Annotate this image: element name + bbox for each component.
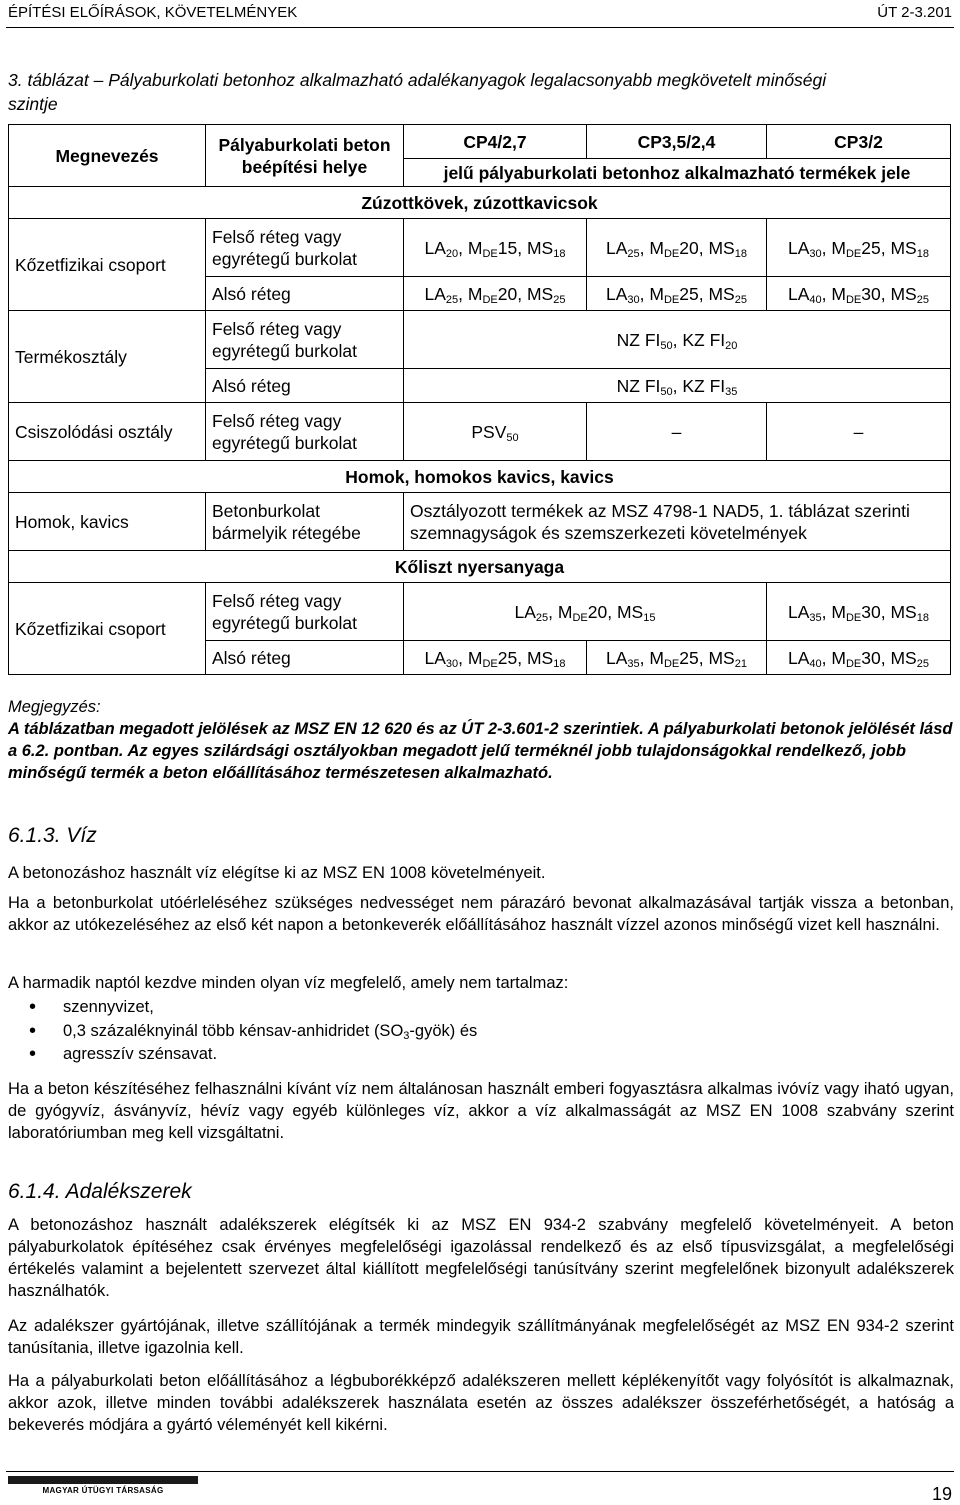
rock2-low-cp4: $LA_{30}$, $M_{DE}25$, $MS_{18}$ — [404, 641, 587, 675]
product-top-value: NZ $FI_{50}$, KZ $FI_{20}$ — [404, 311, 951, 369]
water-paragraph-2: Ha a betonburkolat utóérleléséhez szükséges nedvességet nem párazáró bevonat alkalmazásával tartják vissza a betonban, akkor az utókezeléséhez az első két napon a betonkeverék előállításához használt vízzel azonos minőségű vizet kell használni. — [8, 894, 954, 934]
admixtures-paragraph-1: A betonozáshoz használt adalékszerek elégítsék ki az MSZ EN 934-2 szabvány megfelelő követelményeit. A beton pályaburkolatok építéséhez csak érvényes megfelelőségi igazolással rendelkező és az első típusvizsgálat, a megfelelőségi értékelés valamint a bejelentett szervezet által kiállított megfelelőségi tanúsítvány szerint megfelelőnek bizonyult adalékszerek használhatók. — [8, 1216, 954, 1300]
phase-sand-gravel: Homok, homokos kavics, kavics — [9, 461, 951, 493]
section-heading-admixtures: 6.1.4. Adalékszerek — [8, 1180, 192, 1203]
table-note — [8, 696, 954, 784]
header-location: Pályaburkolati beton beépítési helye — [206, 125, 404, 187]
water-exclusion-list — [8, 996, 477, 1067]
product-low-value: NZ $FI_{50}$, KZ $FI_{35}$ — [404, 369, 951, 403]
water-paragraph-4: Ha a beton készítéséhez felhasználni kívánt víz nem általánosan használt emberi fogyasztásra alkalmas ivóvíz vagy iható ugyan, de gyógyvíz, ásványvíz, hévíz vagy egyéb különleges víz, akkor a víz alkalmasságát az MSZ EN 1008 szabvány szerint laboratóriumban meg kell vizsgáltatni. — [8, 1080, 954, 1142]
header-right: ÚT 2-3.201 — [877, 4, 952, 21]
sand-requirements: Osztályozott termékek az MSZ 4798-1 NAD5, 1. táblázat szerinti szemnagyságok és szemszerkezeti követelmények — [404, 493, 951, 551]
rock2-group-label: Kőzetfizikai csoport — [9, 583, 206, 675]
list-item: • szennyvizet, — [8, 996, 477, 1020]
rock-top-cp4: $LA_{20}$, $M_{DE}15$, $MS_{18}$ — [404, 219, 587, 277]
header-class-3: CP3/2 — [767, 125, 951, 159]
logo-bar — [8, 1476, 198, 1484]
rock2-top-cp3: $LA_{35}$, $M_{DE}30$, $MS_{18}$ — [767, 583, 951, 641]
admixtures-paragraph-2: Az adalékszer gyártójának, illetve szállítójának a termék mindegyik szállítmányának megfelelőségét az MSZ EN 934-2 szerint tanúsítania, illetve igazolnia kell. — [8, 1317, 954, 1357]
header-left: ÉPÍTÉSI ELŐÍRÁSOK, KÖVETELMÉNYEK — [8, 4, 298, 21]
abrasion-cp4: $PSV_{50}$ — [404, 403, 587, 461]
list-item: • 0,3 százaléknyinál több kénsav-anhidridet $(SO_3-gyök)$ és — [8, 1020, 477, 1044]
phase-crushed-stone: Zúzottkövek, zúzottkavicsok — [9, 187, 951, 219]
water-paragraph-1: A betonozáshoz használt víz elégítse ki az MSZ EN 1008 követelményeit. — [8, 864, 546, 882]
page-number: 19 — [931, 1484, 952, 1504]
rock-low-cp4: $LA_{25}$, $M_{DE}20$, $MS_{25}$ — [404, 277, 587, 311]
admixtures-paragraph-3: Ha a pályaburkolati beton előállításához a légbuborékképző adalékszeren mellett képlékenyítőt vagy folyósítót is alkalmaznak, akkor azok, illetve minden további adalékszerek használata esetén az összes adalékszer összeférhetőségét, a hatóság a bekeverés módjára a gyártó véleményét kell kikérni. — [8, 1372, 954, 1434]
rock2-low-label: Alsó réteg — [206, 641, 404, 675]
rock-top-cp3: $LA_{30}$, $M_{DE}25$, $MS_{18}$ — [767, 219, 951, 277]
sand-location: Betonburkolat bármelyik rétegébe — [206, 493, 404, 551]
header-class-2: CP3,5/2,4 — [587, 125, 767, 159]
abrasion-cp3: – — [767, 403, 951, 461]
rock-low-label: Alsó réteg — [206, 277, 404, 311]
list-item: • agresszív szénsavat. — [8, 1043, 477, 1067]
header-class-1: CP4/2,7 — [404, 125, 587, 159]
aggregate-requirements-table — [8, 124, 951, 675]
note-heading: Megjegyzés: — [8, 698, 101, 716]
product-top-label: Felső réteg vagy egyrétegű burkolat — [206, 311, 404, 369]
rock-top-cp35: $LA_{25}$, $M_{DE}20$, $MS_{18}$ — [587, 219, 767, 277]
sand-label: Homok, kavics — [9, 493, 206, 551]
logo-text: MAGYAR ÚTÜGYI TÁRSASÁG — [42, 1486, 164, 1495]
note-text: A táblázatban megadott jelölések az MSZ EN 12 620 és az ÚT 2-3.601-2 szerintiek. A pályaburkolati betonok jelölését lásd a 6.2. pontban. Az egyes szilárdsági osztályokban megadott jelű terméknél jobb tulajdonságokkal rendelkező, jobb minőségű termék a beton előállításához természetesen alkalmazható. — [8, 720, 953, 782]
abrasion-class-label: Csiszolódási osztály — [9, 403, 206, 461]
abrasion-cp35: – — [587, 403, 767, 461]
rock-group-label: Kőzetfizikai csoport — [9, 219, 206, 311]
rock-top-label: Felső réteg vagy egyrétegű burkolat — [206, 219, 404, 277]
section-heading-water: 6.1.3. Víz — [8, 824, 97, 847]
phase-stone-powder: Kőliszt nyersanyaga — [9, 551, 951, 583]
rock-low-cp35: $LA_{30}$, $M_{DE}25$, $MS_{25}$ — [587, 277, 767, 311]
rock2-low-cp3: $LA_{40}$, $M_{DE}30$, $MS_{25}$ — [767, 641, 951, 675]
rock2-top-cp4-cp35: $LA_{25}$, $M_{DE}20$, $MS_{15}$ — [404, 583, 767, 641]
table-title: 3. táblázat – Pályaburkolati betonhoz alkalmazható adalékanyagok legalacsonyabb megkövetelt minőségi szintje — [8, 70, 827, 114]
product-class-label: Termékosztály — [9, 311, 206, 403]
product-low-label: Alsó réteg — [206, 369, 404, 403]
rock-low-cp3: $LA_{40}$, $M_{DE}30$, $MS_{25}$ — [767, 277, 951, 311]
header-divider — [6, 27, 954, 28]
abrasion-top-label: Felső réteg vagy egyrétegű burkolat — [206, 403, 404, 461]
rock2-low-cp35: $LA_{35}$, $M_{DE}25$, $MS_{21}$ — [587, 641, 767, 675]
footer-divider — [6, 1471, 954, 1472]
header-classes-note: jelű pályaburkolati betonhoz alkalmazható termékek jele — [404, 159, 951, 187]
society-logo — [8, 1476, 198, 1500]
rock2-top-label: Felső réteg vagy egyrétegű burkolat — [206, 583, 404, 641]
header-name: Megnevezés — [9, 125, 206, 187]
water-paragraph-3: A harmadik naptól kezdve minden olyan víz megfelelő, amely nem tartalmaz: — [8, 974, 569, 992]
